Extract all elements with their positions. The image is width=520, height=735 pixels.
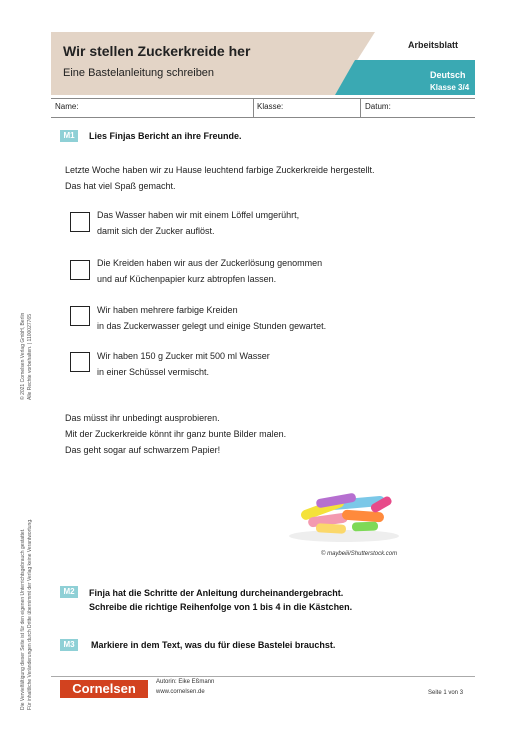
sheet-type-label: Arbeitsblatt [408, 40, 459, 50]
step-text-2 [97, 255, 322, 287]
step-text-1 [97, 207, 299, 239]
step-line: in einer Schüssel vermischt. [97, 367, 210, 377]
chalk-image [282, 478, 407, 548]
m1-badge: M1 [60, 130, 78, 142]
step-line: Die Kreiden haben wir aus der Zuckerlösung genommen [97, 258, 323, 268]
step-checkbox-3[interactable] [70, 306, 90, 326]
outro-line: Das müsst ihr unbedingt ausprobieren. [65, 413, 220, 423]
subject-label: Deutsch [430, 70, 466, 80]
m2-badge: M2 [60, 586, 78, 598]
m3-task: Markiere in dem Text, was du für diese Bastelei brauchst. [91, 640, 336, 650]
name-field[interactable]: Name: [55, 102, 79, 111]
step-checkbox-1[interactable] [70, 212, 90, 232]
author-text: Autorin: Eike Eßmann [156, 679, 215, 685]
m2-line: Schreibe die richtige Reihenfolge von 1 bis 4 in die Kästchen. [89, 602, 353, 612]
intro-text [65, 162, 375, 194]
m1-task: Lies Finjas Bericht an ihre Freunde. [89, 131, 242, 141]
publisher-link[interactable]: www.cornelsen.de [156, 689, 205, 695]
step-text-4 [97, 348, 270, 380]
page-number: Seite 1 von 3 [428, 690, 464, 696]
step-line: in das Zuckerwasser gelegt und einige Stunden gewartet. [97, 321, 327, 331]
class-field[interactable]: Klasse: [257, 102, 284, 111]
date-field[interactable]: Datum: [365, 102, 391, 111]
step-line: und auf Küchenpapier kurz abtropfen lassen. [97, 274, 277, 284]
m2-task [89, 586, 352, 614]
step-checkbox-4[interactable] [70, 352, 90, 372]
image-credit: © maybeiii/Shutterstock.com [321, 551, 398, 557]
step-checkbox-2[interactable] [70, 260, 90, 280]
intro-line: Letzte Woche haben wir zu Hause leuchtend farbige Zuckerkreide hergestellt. [65, 165, 375, 175]
divider [360, 99, 361, 117]
outro-text [65, 410, 286, 458]
m2-line: Finja hat die Schritte der Anleitung durcheinandergebracht. [89, 588, 344, 598]
liability-notice: Für inhaltliche Veränderungen durch Dritte übernimmt der Verlag keine Verantwortung. [27, 518, 33, 710]
outro-line: Mit der Zuckerkreide könnt ihr ganz bunte Bilder malen. [65, 429, 287, 439]
copyright-text: © 2021 Cornelsen Verlag GmbH, Berlin [20, 312, 26, 400]
page-subtitle: Eine Bastelanleitung schreiben [63, 67, 215, 79]
intro-line: Das hat viel Spaß gemacht. [65, 181, 176, 191]
step-line: Das Wasser haben wir mit einem Löffel umgerührt, [97, 210, 300, 220]
footer-divider [51, 676, 475, 677]
copy-notice: Die Vervielfältigung dieser Seite ist für den eigenen Unterrichtsgebrauch gestattet. [20, 528, 26, 710]
m3-badge: M3 [60, 639, 78, 651]
step-line: Wir haben 150 g Zucker mit 500 ml Wasser [97, 351, 270, 361]
rights-text: Alle Rechte vorbehalten. | 1100027765 [27, 314, 33, 400]
grade-label: Klasse 3/4 [430, 83, 470, 92]
publisher-logo: Cornelsen [60, 680, 148, 698]
step-line: Wir haben mehrere farbige Kreiden [97, 305, 238, 315]
step-text-3 [97, 302, 326, 334]
step-line: damit sich der Zucker auflöst. [97, 226, 215, 236]
divider [253, 99, 254, 117]
student-info-row [51, 98, 475, 118]
outro-line: Das geht sogar auf schwarzem Papier! [65, 445, 221, 455]
page-title: Wir stellen Zuckerkreide her [63, 43, 251, 59]
